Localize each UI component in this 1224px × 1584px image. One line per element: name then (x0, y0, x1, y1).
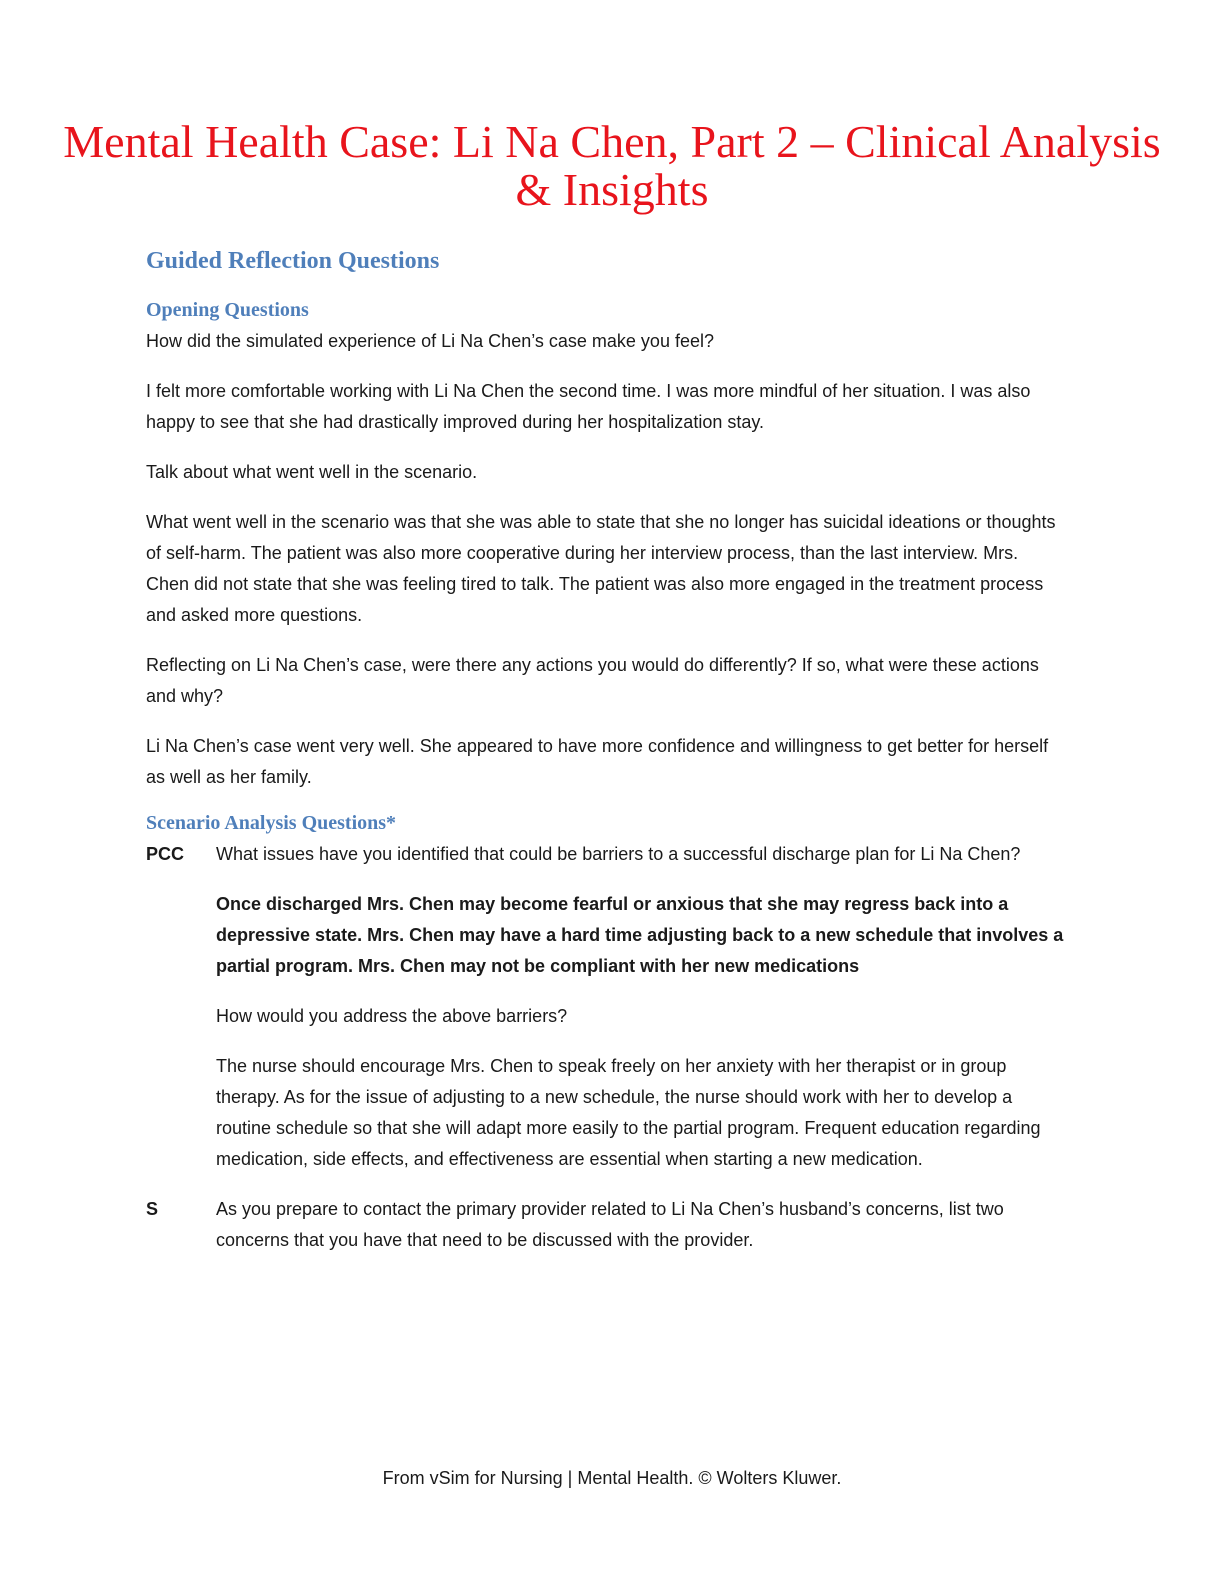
opening-answer-2: What went well in the scenario was that she was able to state that she no longer has suicidal ideations or thoughts of self-harm. The patient was also more cooperative during her interview process, than the last interview. Mrs. Chen did not state that she was feeling tired to talk. The patient was also more engaged in the treatment process and asked more questions. (146, 512, 1056, 625)
pcc-followup-question: How would you address the above barriers? (216, 1006, 568, 1026)
s-label: S (146, 1199, 159, 1219)
s-question: As you prepare to contact the primary provider related to Li Na Chen’s husband’s concerns, list two concerns that you have that need to be discussed with the provider. (216, 1199, 1004, 1250)
opening-answer-1: I felt more comfortable working with Li Na Chen the second time. I was more mindful of her situation. I was also happy to see that she had drastically improved during her hospitalization stay. (146, 381, 1031, 432)
s-question-block (146, 1194, 1066, 1256)
document-body (146, 248, 1066, 1275)
s-body (216, 1194, 1066, 1256)
scenario-analysis-heading: Scenario Analysis Questions* (146, 812, 397, 834)
opening-question-2: Talk about what went well in the scenario. (146, 462, 478, 482)
opening-question-3: Reflecting on Li Na Chen’s case, were there any actions you would do differently? If so, what were these actions and why? (146, 655, 1039, 706)
pcc-question-block (146, 839, 1066, 1175)
opening-question-1: How did the simulated experience of Li Na Chen’s case make you feel? (146, 331, 714, 351)
page-footer: From vSim for Nursing | Mental Health. © Wolters Kluwer. (382, 1468, 842, 1488)
pcc-answer: Once discharged Mrs. Chen may become fearful or anxious that she may regress back into a depressive state. Mrs. Chen may have a hard time adjusting back to a new schedule that involves a partial program. Mrs. Chen may not be compliant with her new medications (216, 894, 1064, 976)
opening-answer-3: Li Na Chen’s case went very well. She appeared to have more confidence and willingness to get better for herself as well as her family. (146, 736, 1049, 787)
pcc-question: What issues have you identified that could be barriers to a successful discharge plan for Li Na Chen? (216, 844, 1021, 864)
pcc-label: PCC (146, 844, 185, 864)
section-heading: Guided Reflection Questions (146, 248, 440, 274)
pcc-body (216, 839, 1066, 1175)
document-title: Mental Health Case: Li Na Chen, Part 2 – Clinical Analysis & Insights (63, 116, 1161, 215)
pcc-followup-answer: The nurse should encourage Mrs. Chen to speak freely on her anxiety with her therapist or in group therapy. As for the issue of adjusting to a new schedule, the nurse should work with her to develop a routine schedule so that she will adapt more easily to the partial program. Frequent education regarding medication, side effects, and effectiveness are essential when starting a new medication. (216, 1056, 1041, 1169)
opening-questions-heading: Opening Questions (146, 299, 309, 321)
